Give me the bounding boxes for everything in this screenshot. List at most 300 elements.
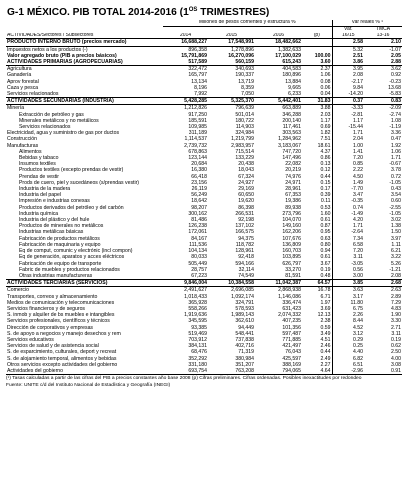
row-label: ACTIVIDADES PRIMARIAS (AGROPECUARIAS) [6, 59, 163, 66]
value-2015: 166,575 [235, 229, 254, 236]
row-label: S. de esparcimiento, culturales, deport y recreat [7, 349, 117, 356]
tmca-13-16: 1.50 [391, 229, 402, 236]
table-row [6, 280, 402, 287]
tmca-13-16: -1.05 [389, 179, 402, 186]
value-2016: 89,938 [285, 204, 301, 211]
row-label: S. inmob y alquiler de bs muebles e intangibles [7, 312, 115, 319]
row-label: Servicios relacionados [7, 91, 59, 98]
value-2014: 16,380 [191, 167, 207, 174]
value-2015: 340,693 [235, 66, 254, 73]
value-2016: 24,971 [285, 179, 301, 186]
row-label: Productos de minerales no metálicos [19, 223, 104, 230]
value-2016: 17,100,029 [275, 52, 301, 59]
var-16-15: 3.86 [332, 59, 364, 66]
share-pct [302, 39, 332, 46]
var-16-15: 2.58 [332, 39, 364, 46]
value-2014: 20,684 [191, 161, 207, 168]
tmca-13-16: 6.21 [391, 248, 402, 255]
row-label: S. de alojamiento temporal, alimentos y bebidas [7, 355, 117, 362]
value-2014: 67,223 [163, 273, 208, 280]
share-pct: 0.08 [320, 78, 331, 85]
value-2014: 703,912 [188, 336, 207, 343]
value-2014: 519,469 [188, 330, 207, 337]
value-2015: 128,961 [235, 248, 254, 255]
value-2015: 13,719 [238, 78, 254, 85]
var-16-15: 2.08 [332, 72, 364, 78]
var-16-15: 2.26 [332, 312, 364, 318]
value-2014: 18,642 [191, 198, 207, 205]
value-2015: 67,324 [238, 173, 254, 180]
value-2015: 796,639 [235, 105, 254, 112]
row-label: Minerales metálicos y no metálicos [19, 117, 99, 124]
share-pct: 16.78 [317, 287, 331, 294]
value-2014: 505,449 [188, 260, 207, 267]
row-label: Fabricación de equipo de transporte [19, 260, 102, 267]
value-2016: 1,284,962 [278, 136, 301, 143]
value-2014: 517,589 [163, 59, 208, 66]
row-label: Extracción de petróleo y gas [19, 111, 84, 118]
share-pct: 2.38 [320, 318, 331, 325]
var-16-15: 7.20 [332, 248, 364, 254]
share-pct: 0.04 [320, 91, 331, 98]
col-2016: 2016 [255, 33, 302, 39]
value-2014: 123,144 [188, 155, 207, 162]
var-16-15: 2.22 [332, 167, 364, 173]
col-var-period: 16/15 [332, 33, 364, 39]
table-row [6, 287, 402, 294]
value-2016: 273,796 [282, 210, 301, 217]
share-pct: 1.06 [320, 72, 331, 79]
value-2014: 311,189 [188, 130, 207, 137]
value-2014: 9,846,004 [163, 280, 208, 287]
value-2016: 626,797 [282, 260, 301, 267]
var-16-15: -2.96 [332, 368, 364, 375]
value-2014: 28,757 [191, 266, 207, 273]
row-label: Servicios de salud y de asistencia social [7, 343, 99, 350]
value-2016: 747,720 [282, 148, 301, 155]
share-pct: 1.82 [320, 130, 331, 137]
share-pct: 6.71 [320, 293, 331, 300]
value-2015: 560,159 [208, 59, 255, 66]
value-2016: 147,496 [282, 155, 301, 162]
tmca-13-16: 2.08 [364, 273, 402, 280]
report-title [7, 5, 402, 18]
col-2014: 2014 [163, 33, 208, 39]
value-2016: 794,065 [255, 368, 302, 375]
value-2016: 1,382,633 [278, 46, 301, 53]
share-pct: 3.69 [320, 305, 331, 312]
value-2016: 107,676 [282, 235, 301, 242]
tmca-13-16: 2.68 [364, 280, 402, 287]
value-2014: 165,797 [188, 72, 207, 79]
row-label: Aprov forestal [7, 78, 39, 85]
value-2014: 2,491,627 [184, 287, 207, 294]
tmca-13-16: -0.23 [389, 78, 402, 85]
row-label: Fabric de muebles y productos relacionados [19, 266, 120, 273]
col-2015: 2015 [208, 33, 255, 39]
row-label: Servicios profesionales, científicos y técnicos [7, 318, 110, 325]
value-2014: 678,863 [188, 148, 207, 155]
share-pct: 1.97 [320, 299, 331, 306]
value-2016: 2,074,332 [278, 312, 301, 319]
value-2015: 324,984 [235, 130, 254, 137]
tmca-13-16: 3.11 [391, 330, 402, 337]
row-label: Construcción [7, 136, 38, 143]
tmca-13-16: 7.29 [391, 299, 402, 306]
row-label: Eq de comput, comunic y electrónic (incl compon) [19, 248, 133, 255]
value-2016: 101,356 [282, 324, 301, 331]
value-2015: 594,166 [235, 260, 254, 267]
value-2015: 86,398 [238, 204, 254, 211]
tmca-13-16: 3.78 [391, 167, 402, 174]
share-pct: 4.64 [302, 368, 332, 375]
value-2014: 126,238 [188, 223, 207, 230]
row-label: Prendas de vestir [19, 173, 60, 180]
tmca-13-16: 0.47 [391, 136, 402, 143]
tmca-13-16: 3.54 [391, 192, 402, 199]
value-2015: 362,610 [235, 318, 254, 325]
var-16-15: 0.37 [332, 98, 364, 105]
value-2014: 1,212,826 [184, 105, 207, 112]
value-2014: 1,018,433 [184, 293, 207, 300]
var-16-15: 0.25 [332, 343, 364, 349]
tmca-13-16: 0.92 [391, 72, 402, 79]
value-2015: 20,438 [238, 161, 254, 168]
share-pct: 0.19 [320, 266, 331, 273]
var-16-15: -7.70 [332, 186, 364, 192]
tmca-13-16: 4.00 [391, 355, 402, 362]
var-16-15: 1.41 [332, 149, 364, 155]
value-2015: 1,092,174 [231, 293, 254, 300]
table-header [6, 20, 402, 39]
value-2014: 7,992 [194, 91, 207, 98]
share-pct: 2.37 [320, 66, 331, 73]
tmca-13-16: 2.63 [391, 287, 402, 294]
var-16-15: 6.82 [332, 356, 364, 362]
value-2014: 84,167 [191, 235, 207, 242]
var-16-15: 3.47 [332, 192, 364, 198]
value-2015: 60,650 [238, 192, 254, 199]
pib-table [6, 20, 402, 375]
value-2014: 1,919,636 [184, 312, 207, 319]
value-2015: 180,722 [235, 117, 254, 124]
value-2016: 425,597 [282, 355, 301, 362]
var-16-15: 0.29 [332, 337, 364, 343]
tmca-13-16: 3.08 [391, 361, 402, 368]
value-2014: 172,061 [188, 229, 207, 236]
tmca-13-16: 2.89 [391, 293, 402, 300]
tmca-13-16: 3.36 [391, 130, 402, 137]
value-2015: 5,325,370 [208, 98, 255, 105]
tmca-13-16: -0.67 [389, 161, 402, 168]
source-note: Fuente: UNITE c/d del Instituto Nacional de Estadística y Geografía (INEGI) [6, 382, 171, 388]
var-16-15: 9.84 [332, 85, 364, 91]
share-pct: 0.87 [320, 223, 331, 230]
row-label: Agricultura [7, 66, 32, 73]
tmca-13-16: 2.71 [391, 324, 402, 331]
share-pct: 0.44 [320, 173, 331, 180]
var-16-15: 1.49 [332, 180, 364, 186]
row-label: Servicios relacionados [19, 124, 71, 131]
value-2016: 11,042,387 [255, 280, 302, 287]
value-2015: 190,337 [235, 72, 254, 79]
row-label: Ganadería [7, 72, 32, 79]
var-16-15: 4.20 [332, 217, 364, 223]
table-row [6, 273, 402, 280]
value-2016: 33,270 [285, 266, 301, 273]
share-pct: 2.46 [320, 343, 331, 350]
value-2016: 663,889 [282, 105, 301, 112]
share-pct: 31.83 [302, 98, 332, 105]
value-2015: 114,903 [235, 124, 254, 131]
value-2014: 56,249 [191, 192, 207, 199]
row-label: Alimentos [19, 148, 42, 155]
value-2014: 1,114,537 [184, 136, 207, 143]
row-label: Prods de cuero, piel y sucedáneos (s/prendas vestir) [19, 179, 140, 186]
share-pct: 12.13 [317, 312, 331, 319]
value-2016: 631,423 [282, 305, 301, 312]
value-2016: 180,896 [282, 72, 301, 79]
share-pct: 0.48 [302, 273, 332, 280]
share-pct: 0.95 [320, 229, 331, 236]
row-label: Bebidas y tabaco [19, 155, 59, 162]
table-row [6, 91, 402, 98]
var-16-15: 3.17 [332, 294, 364, 300]
value-2016: 19,386 [285, 198, 301, 205]
share-pct: 0.53 [320, 204, 331, 211]
value-2014: 185,591 [188, 117, 207, 124]
table-row [6, 66, 402, 73]
share-pct: 18.61 [317, 142, 331, 149]
value-2015: 92,198 [238, 217, 254, 224]
var-16-15: -3.33 [332, 105, 364, 112]
value-2014: 23,156 [191, 179, 207, 186]
var-16-15: 2.04 [332, 136, 364, 142]
value-2015: 763,208 [208, 368, 255, 375]
tmca-13-16: 0.83 [364, 98, 402, 105]
share-pct: 3.60 [302, 59, 332, 66]
value-2015: 7,050 [241, 91, 254, 98]
tmca-13-16: 3.97 [391, 235, 402, 242]
value-2014: 5,428,285 [163, 98, 208, 105]
row-label: Impresión e industrias conexas [19, 198, 90, 205]
tmca-13-16: 1.38 [391, 223, 402, 230]
share-pct: 64.57 [302, 280, 332, 287]
row-label: ACTIVIDADES SECUNDARIAS (INDUSTRIA) [6, 98, 163, 105]
title-suffix: TRIMESTRES) [197, 7, 270, 18]
row-label: Industria de la madera [19, 186, 71, 193]
row-label: Minería [7, 105, 25, 112]
value-2016: 18,482,662 [255, 39, 302, 46]
value-2015: 2,983,957 [231, 142, 254, 149]
table-row [6, 368, 402, 375]
row-label: Servicios educativos [7, 336, 54, 343]
tmca-13-16: -2.74 [389, 111, 402, 118]
var-16-15: 8.44 [332, 318, 364, 324]
share-pct: 0.61 [320, 217, 331, 224]
value-2015: 10,384,558 [208, 280, 255, 287]
tmca-13-16: 0.60 [391, 198, 402, 205]
tmca-13-16: 0.43 [391, 186, 402, 193]
var-16-15: 3.63 [332, 287, 364, 294]
tmca-13-16: 1.11 [391, 241, 402, 248]
share-pct: 2.27 [320, 361, 331, 368]
value-2016: 6,233 [288, 91, 301, 98]
tmca-13-16: 0.19 [391, 336, 402, 343]
value-2015: 133,229 [235, 155, 254, 162]
share-pct: 3.67 [320, 260, 331, 267]
value-2015: 16,270,096 [228, 52, 254, 59]
var-16-15: -15.44 [332, 124, 364, 130]
share-pct: 0.15 [320, 179, 331, 186]
value-2014: 26,119 [191, 186, 207, 193]
tmca-13-16: 0.91 [364, 368, 402, 375]
var-16-15: 3.11 [332, 254, 364, 260]
row-label: Electricidad, agua y suministro de gas por ductos [7, 130, 120, 137]
var-16-15: 1.17 [332, 118, 364, 124]
table-row [6, 46, 402, 53]
value-2015: 74,549 [208, 273, 255, 280]
var-16-15: 3.00 [332, 273, 364, 280]
tmca-13-16: 4.83 [391, 305, 402, 312]
value-2016: 28,961 [285, 186, 301, 193]
share-pct: 3.49 [320, 330, 331, 337]
var-16-15: 0.56 [332, 267, 364, 273]
value-2016: 404,583 [282, 66, 301, 73]
value-2016: 5,442,401 [255, 98, 302, 105]
value-2016: 597,487 [282, 330, 301, 337]
col-var: Var. [332, 26, 364, 32]
value-2014: 13,134 [191, 78, 207, 85]
row-label: Eq de generación, aparatos y acces eléctricos [19, 254, 125, 261]
value-2015: 402,716 [235, 343, 254, 350]
value-2016: 1,146,086 [278, 293, 301, 300]
row-label: Manufacturas [7, 142, 39, 149]
value-2015: 266,531 [235, 210, 254, 217]
var-16-15: 7.20 [332, 155, 364, 161]
share-pct: 0.86 [320, 155, 331, 162]
value-2015: 118,782 [235, 241, 254, 248]
table-row [6, 59, 402, 66]
var-16-15: 1.00 [332, 143, 364, 149]
title-superscript: OS [188, 7, 198, 13]
var-16-15: 3.95 [332, 66, 364, 73]
tmca-13-16: -1.19 [389, 124, 402, 131]
value-2016: 200,140 [282, 117, 301, 124]
tmca-13-16: 1.92 [391, 142, 402, 149]
value-2016: 2,868,938 [278, 287, 301, 294]
share-pct: 100.00 [314, 52, 331, 59]
value-2015: 19,620 [238, 198, 254, 205]
share-pct: 2.03 [320, 111, 331, 118]
table-body [6, 39, 402, 375]
col-tmca: TMCA [375, 26, 391, 32]
value-2014: 109,985 [188, 124, 207, 131]
value-2016: 303,563 [282, 130, 301, 137]
var-16-15: -2.64 [332, 229, 364, 235]
share-pct: 0.59 [320, 324, 331, 331]
value-2015: 94,375 [238, 235, 254, 242]
value-2016: 74,976 [285, 173, 301, 180]
value-2015: 24,927 [238, 179, 254, 186]
row-label: Productos derivados del petróleo y del carbón [19, 204, 124, 211]
row-label: PRODUCTO INTERNO BRUTO (precios mercado) [6, 39, 163, 46]
value-2014: 104,134 [188, 248, 207, 255]
value-2015: 18,043 [238, 167, 254, 174]
value-2016: 421,497 [282, 343, 301, 350]
row-label: Impuestos netos a los productos (-) [7, 46, 88, 53]
tmca-13-16: -5.83 [389, 91, 402, 98]
row-label: Transportes, correos y almacenamiento [7, 293, 98, 300]
var-16-15: 6.58 [332, 242, 364, 248]
var-16-15: 0.85 [332, 161, 364, 167]
tmca-13-16: 1.71 [391, 155, 402, 162]
value-2016: 771,885 [282, 336, 301, 343]
var-16-15: 4.52 [332, 325, 364, 331]
value-2015: 32,114 [238, 266, 254, 273]
value-2015: 1,278,896 [231, 46, 254, 53]
var-16-15: -3.05 [332, 261, 364, 267]
share-pct [302, 46, 332, 53]
value-2016: 162,206 [282, 229, 301, 236]
tmca-13-16: 1.06 [391, 148, 402, 155]
share-pct: 0.94 [320, 248, 331, 255]
var-16-15: -2.81 [332, 112, 364, 118]
share-pct: 4.51 [320, 336, 331, 343]
value-2016: 615,243 [255, 59, 302, 66]
row-label: Industria del papel [19, 192, 62, 199]
row-label: S. de apoyo a negocios y manejo desechos y rem [7, 330, 121, 337]
value-2015: 351,207 [235, 361, 254, 368]
value-2014: 558,266 [188, 305, 207, 312]
tmca-13-16: -2.09 [389, 105, 402, 112]
value-2014: 352,292 [188, 355, 207, 362]
value-2014: 98,207 [191, 204, 207, 211]
tmca-13-16: 2.88 [364, 59, 402, 66]
value-2014: 66,418 [191, 173, 207, 180]
tmca-13-16: 5.26 [391, 260, 402, 267]
share-pct: 0.61 [320, 254, 331, 261]
tmca-13-16: 3.02 [391, 217, 402, 224]
value-2014: 896,358 [188, 46, 207, 53]
value-2014: 8,196 [194, 84, 207, 91]
row-label-header: ACTIVIDADES/Sectores / Subsectores [6, 33, 163, 39]
share-pct: 3.88 [320, 105, 331, 112]
value-2014: 68,476 [191, 349, 207, 356]
var-16-15: 3.85 [332, 280, 364, 287]
value-2016: 160,703 [282, 248, 301, 255]
var-16-15: 11.80 [332, 300, 364, 306]
row-label: Comercio [7, 287, 29, 294]
value-2015: 137,102 [235, 223, 254, 230]
row-label: ACTIVIDADES TERCIARIAS (SERVICIOS) [6, 280, 163, 287]
tmca-13-16: 2.10 [364, 39, 402, 46]
value-2014: 111,536 [189, 241, 207, 248]
value-2014: 2,739,732 [184, 142, 207, 149]
value-2016: 20,219 [285, 167, 301, 174]
tmca-13-16: 2.50 [391, 349, 402, 356]
share-pct: 0.44 [320, 349, 331, 356]
row-label: Industria del plástico y del hule [19, 217, 90, 224]
tmca-13-16: -1.07 [389, 46, 402, 53]
value-2016: 104,070 [282, 217, 301, 224]
value-2015: 92,418 [238, 254, 254, 261]
tmca-13-16: 3.30 [391, 318, 402, 325]
value-2016: 76,043 [285, 349, 301, 356]
value-2014: 331,180 [188, 361, 207, 368]
value-2014: 16,688,227 [163, 39, 208, 46]
row-label: Caza y pesca [7, 84, 39, 91]
